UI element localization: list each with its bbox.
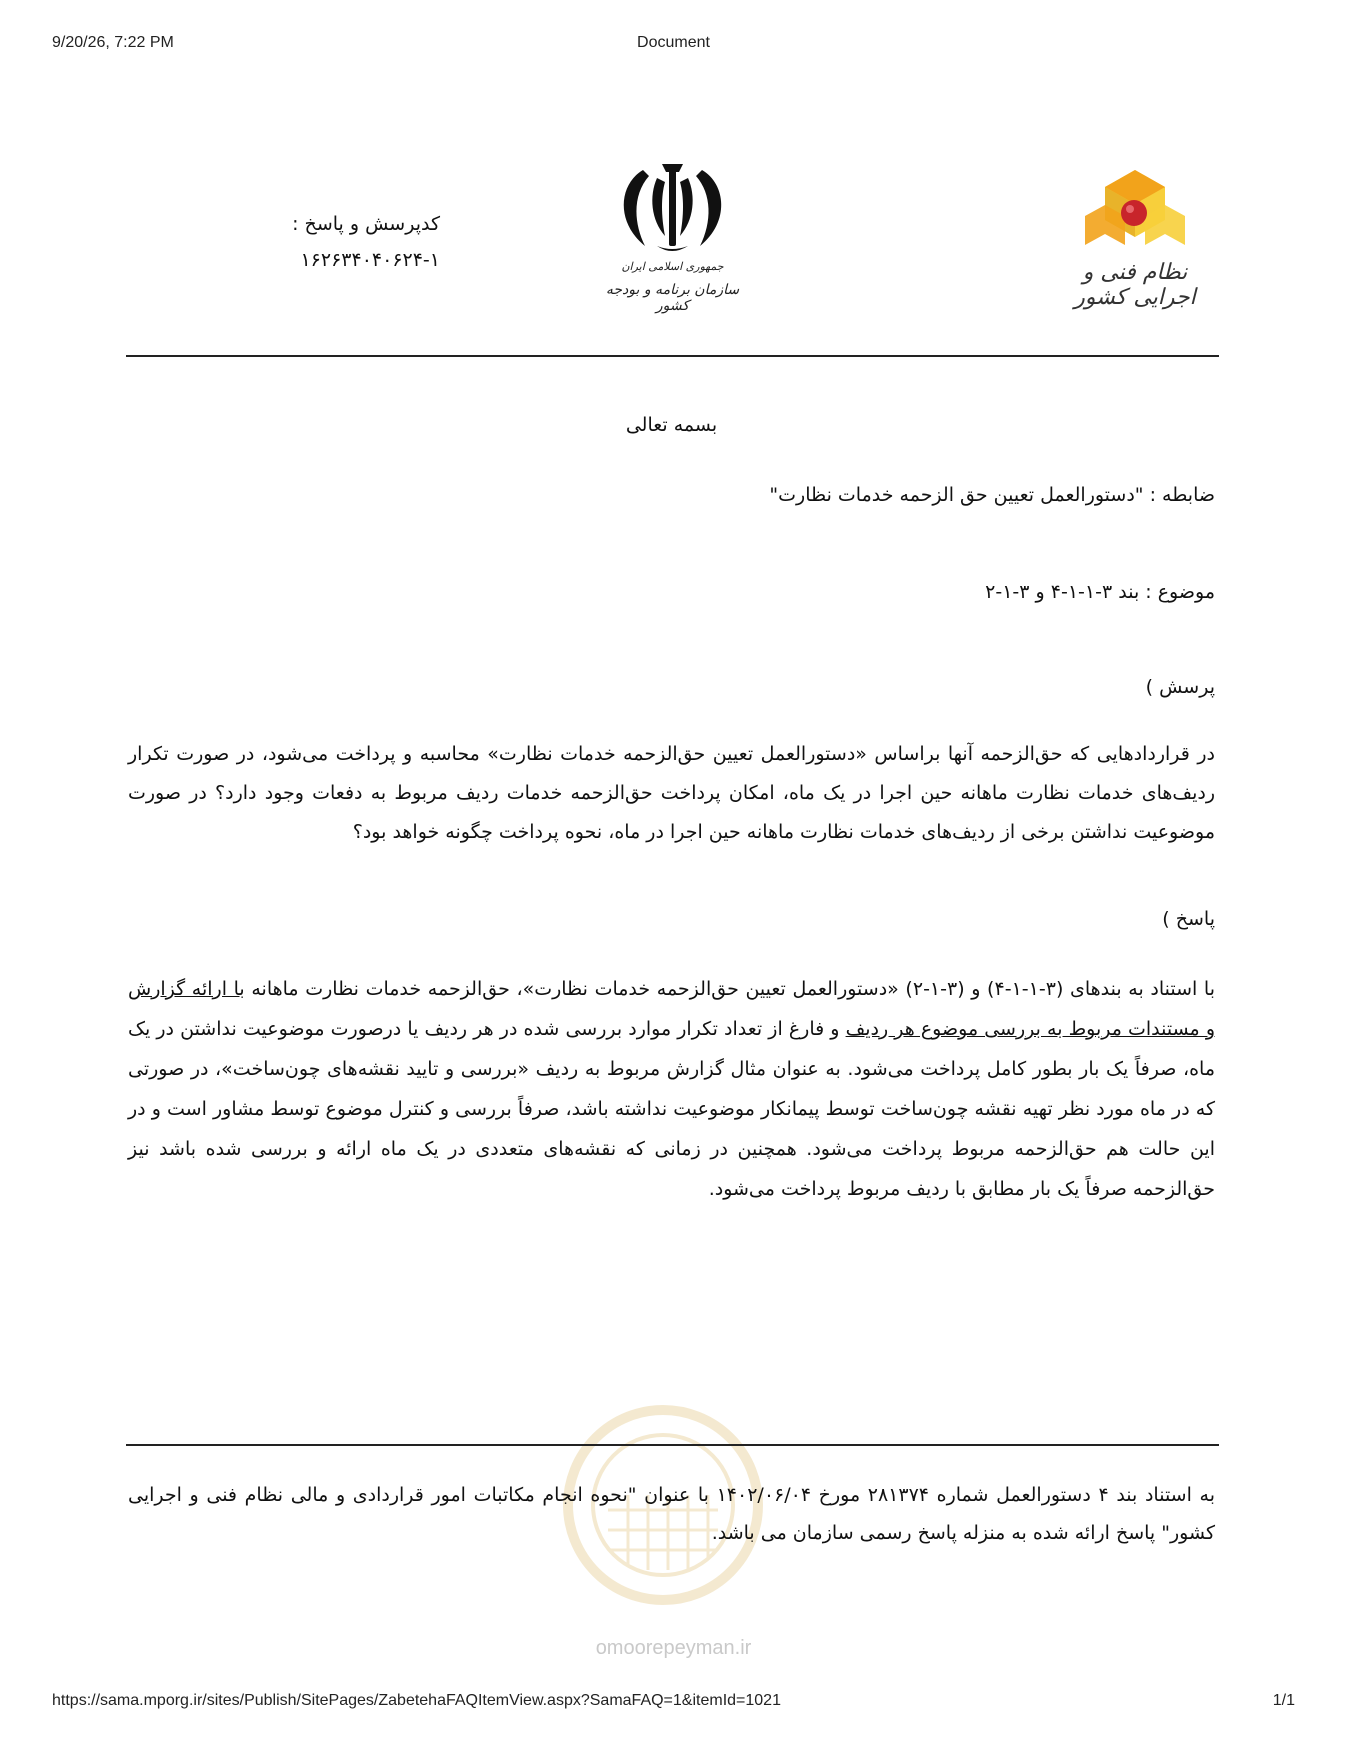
question-text: در قراردادهایی که حق‌الزحمه آنها براساس «دستورالعمل تعیین حق‌الزحمه خدمات نظارت» محاسبه و پرداخت می‌شود، در صورت تکرار ردیف‌های خدمات نظارت ماهانه حین اجرا در یک ماه، امکان پرداخت حق‌الزحمه خدمات ردیف مربوط به دفعات وجود دارد؟ در صورت موضوعیت نداشتن برخی از ردیف‌های خدمات نظارت ماهانه حین اجرا در ماه، نحوه پرداخت چگونه خواهد بود؟	[128, 743, 1215, 843]
footer-divider	[126, 1444, 1219, 1446]
regulation-title: ضابطه : "دستورالعمل تعیین حق الزحمه خدمات نظارت"	[769, 484, 1215, 506]
print-datetime: 9/20/26, 7:22 PM	[52, 34, 174, 51]
brand-cubes-icon	[1050, 165, 1220, 260]
answer-label: پاسخ )	[1162, 908, 1215, 930]
watermark-site: omoorepeyman.ir	[595, 1637, 752, 1659]
question-code-value: ۱۶۲۶۳۴۰۴۰۶۲۴-۱	[300, 249, 440, 271]
emblem-icon	[605, 160, 740, 260]
brand-name: نظام فنی و اجرایی کشور	[1074, 260, 1196, 310]
answer-text	[128, 969, 1215, 1209]
answer-underlined-phrase: با ارائه گزارش و مستندات مربوط به بررسی موضوع هر ردیف	[128, 978, 1215, 1040]
question-label: پرسش )	[1145, 676, 1215, 698]
print-page-number: 1/1	[1272, 1692, 1295, 1709]
bismillah-heading: بسمه تعالی	[625, 414, 718, 436]
answer-text-part-1: با استناد به بندهای (۳-۱-۱-۴) و (۳-۱-۲) «دستورالعمل تعیین حق‌الزحمه خدمات نظارت»، حق‌الزحمه خدمات نظارت ماهانه	[244, 978, 1215, 1000]
emblem-line-2: سازمان برنامه و بودجه کشور	[605, 282, 740, 314]
print-document-title: Document	[637, 34, 710, 51]
print-url: https://sama.mporg.ir/sites/Publish/SitePages/ZabetehaFAQItemView.aspx?SamaFAQ=1&itemId=1021	[52, 1692, 781, 1709]
question-code-block	[270, 206, 440, 278]
subject-line: موضوع : بند ۳-۱-۱-۴ و ۳-۱-۲	[985, 581, 1215, 603]
footer-note: به استناد بند ۴ دستورالعمل شماره ۲۸۱۳۷۴ مورخ ۱۴۰۲/۰۶/۰۴ با عنوان "نحوه انجام مکاتبات امور قراردادی و مالی نظام فنی و اجرایی کشور" پاسخ ارائه شده به منزله پاسخ رسمی سازمان می باشد.	[128, 1484, 1215, 1544]
emblem-line-1: جمهوری اسلامی ایران	[621, 260, 724, 273]
brand-logo	[1050, 165, 1220, 310]
answer-text-part-2: و فارغ از تعداد تکرار موارد بررسی شده در هر ردیف یا درصورت موضوعیت نداشتن در یک ماه، صرفاً یک بار بطور کامل پرداخت می‌شود. به عنوان مثال گزارش مربوط به ردیف «بررسی و تایید نقشه‌های چون‌ساخت»، در صورتی که در ماه مورد نظر تهیه نقشه چون‌ساخت توسط پیمانکار موضوعیت نداشته باشد، صرفاً بررسی و کنترل موضوع توسط مشاور است و در این حالت هم حق‌الزحمه مربوط پرداخت می‌شود. همچنین در زمانی که نقشه‌های متعددی در یک ماه ارائه و بررسی شده باشد نیز حق‌الزحمه صرفاً یک بار مطابق با ردیف مربوط پرداخت می‌شود.	[128, 1018, 1215, 1200]
question-code-label: کدپرسش و پاسخ :	[292, 213, 440, 235]
iran-emblem-logo	[605, 160, 740, 314]
header-divider	[126, 355, 1219, 357]
